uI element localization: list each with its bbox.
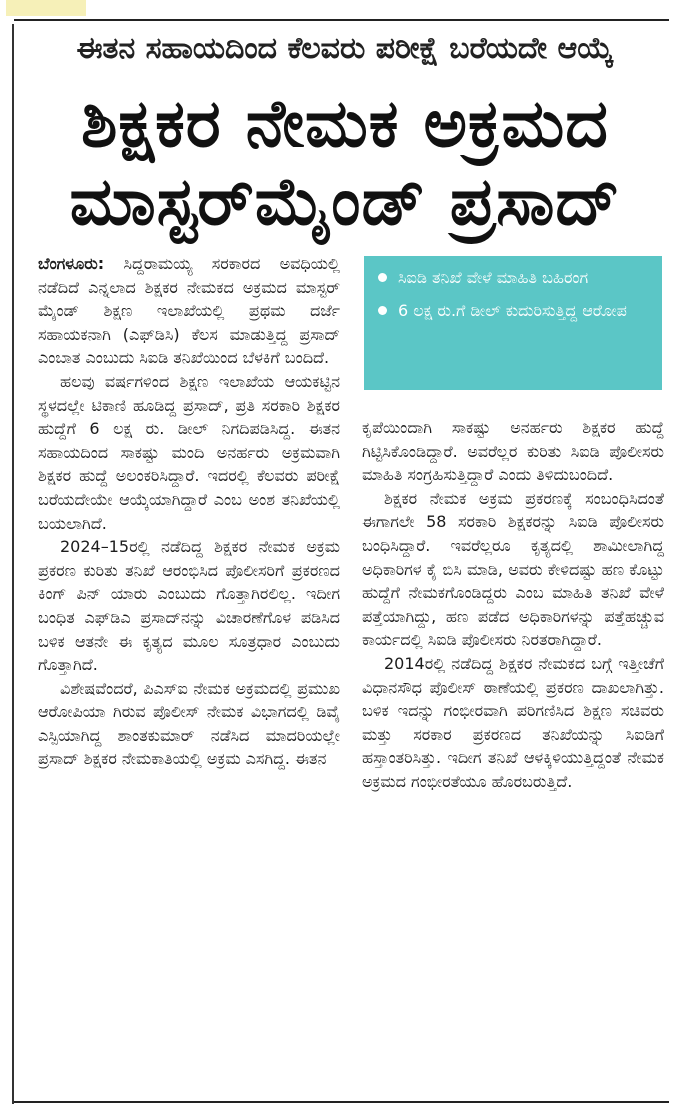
top-rule <box>14 19 669 21</box>
paragraph-3: 2024–15ರಲ್ಲಿ ನಡೆದಿದ್ದ ಶಿಕ್ಷಕರ ನೇಮಕ ಅಕ್ರಮ ಪ್ರಕರಣ ಕುರಿತು ತನಿಖೆ ಆರಂಭಿಸಿದ ಪೊಲೀಸರಿಗೆ ಪ್ರಕರಣದ ಕಿಂಗ್ ಪಿನ್ ಯಾರು ಎಂಬುದು ಗೊತ್ತಾಗಿರಲಿಲ್ಲ. ಇದೀಗ ಬಂಧಿತ ಎಫ್‌ಡಿಎ ಪ್ರಸಾದ್‌ನನ್ನು ವಿಚಾರಣೆಗೊಳ ಪಡಿಸಿದ ಬಳಿಕ ಆತನೇ ಈ ಕೃತ್ಯದ ಮೂಲ ಸೂತ್ರಧಾರ ಎಂಬುದು ಗೊತ್ತಾಗಿದೆ. <box>38 537 340 675</box>
dateline: ಬೆಂಗಳೂರು: <box>38 254 105 273</box>
headline-line-2: ಮಾಸ್ಟರ್‌ಮೈಂಡ್ ಪ್ರಸಾದ್ <box>69 163 621 240</box>
left-column-rule <box>12 24 14 1104</box>
paragraph-1-text: ಸಿದ್ದರಾಮಯ್ಯ ಸರಕಾರದ ಅವಧಿಯಲ್ಲಿ ನಡೆದಿದೆ ಎನ್ನಲಾದ ಶಿಕ್ಷಕರ ನೇಮಕದ ಅಕ್ರಮದ ಮಾಸ್ಟರ್ ಮೈಂಡ್ ಶಿಕ್ಷಣ ಇಲಾಖೆಯಲ್ಲಿ ಪ್ರಥಮ ದರ್ಜೆ ಸಹಾಯಕನಾಗಿ (ಎಫ್‌ಡಿಸಿ) ಕೆಲಸ ಮಾಡುತ್ತಿದ್ದ ಪ್ರಸಾದ್ ಎಂಬಾತ ಎಂಬುದು ಸಿಐಡಿ ತನಿಖೆಯಿಂದ ಬೆಳಕಿಗೆ ಬಂದಿದೆ. <box>38 254 340 368</box>
paragraph-6: ಶಿಕ್ಷಕರ ನೇಮಕ ಅಕ್ರಮ ಪ್ರಕರಣಕ್ಕೆ ಸಂಬಂಧಿಸಿದಂತೆ ಈಗಾಗಲೇ 58 ಸರಕಾರಿ ಶಿಕ್ಷಕರನ್ನು ಸಿಐಡಿ ಪೊಲೀಸರು ಬಂಧಿಸಿದ್ದಾರೆ. ಇವರೆಲ್ಲರೂ ಕೃತ್ಯದಲ್ಲಿ ಶಾಮೀಲಾಗಿದ್ದ ಅಧಿಕಾರಿಗಳ ಕೈ ಬಿಸಿ ಮಾಡಿ, ಅವರು ಕೇಳಿದಷ್ಟು ಹಣ ಕೊಟ್ಟು ಹುದ್ದೆಗೆ ನೇಮಕಗೊಂಡಿದ್ದರು ಎಂಬ ಮಾಹಿತಿ ತನಿಖೆ ವೇಳೆ ಪತ್ತೆಯಾಗಿದ್ದು, ಹಣ ಪಡೆದ ಅಧಿಕಾರಿಗಳನ್ನು ಪತ್ತೆಹಚ್ಚುವ ಕಾರ್ಯದಲ್ಲಿ ಸಿಐಡಿ ಪೊಲೀಸರು ನಿರತರಾಗಿದ್ದಾರೆ. <box>362 488 664 650</box>
headline-line-1: ಶಿಕ್ಷಕರ ನೇಮಕ ಅಕ್ರಮದ <box>81 85 609 162</box>
paragraph-5: ಕೃಪೆಯಿಂದಾಗಿ ಸಾಕಷ್ಟು ಅನರ್ಹರು ಶಿಕ್ಷಕರ ಹುದ್ದೆ ಗಿಟ್ಟಿಸಿಕೊಂಡಿದ್ದಾರೆ. ಅವರೆಲ್ಲರ ಕುರಿತು ಸಿಐಡಿ ಪೊಲೀಸರು ಮಾಹಿತಿ ಸಂಗ್ರಹಿಸುತ್ತಿದ್ದಾರೆ ಎಂದು ತಿಳಿದುಬಂದಿದೆ. <box>362 418 664 485</box>
highlights-box <box>364 256 662 390</box>
top-strip <box>0 0 690 20</box>
bottom-rule <box>14 1101 669 1103</box>
paragraph-1 <box>38 252 340 370</box>
paragraph-7: 2014ರಲ್ಲಿ ನಡೆದಿದ್ದ ಶಿಕ್ಷಕರ ನೇಮಕದ ಬಗ್ಗೆ ಇತ್ತೀಚೆಗೆ ವಿಧಾನಸೌಧ ಪೊಲೀಸ್ ಠಾಣೆಯಲ್ಲಿ ಪ್ರಕರಣ ದಾಖಲಾಗಿತ್ತು. ಬಳಿಕ ಇದನ್ನು ಗಂಭೀರವಾಗಿ ಪರಿಗಣಿಸಿದ ಶಿಕ್ಷಣ ಸಚಿವರು ಮತ್ತು ಸರಕಾರ ಪ್ರಕರಣದ ತನಿಖೆಯನ್ನು ಸಿಐಡಿಗೆ ಹಸ್ತಾಂತರಿಸಿತ್ತು. ಇದೀಗ ತನಿಖೆ ಆಳಕ್ಕಿಳಿಯುತ್ತಿದ್ದಂತೆ ನೇಮಕ ಅಕ್ರಮದ ಗಂಭೀರತೆಯೂ ಹೊರಬರುತ್ತಿದೆ. <box>362 653 664 791</box>
highlight-item <box>378 266 650 289</box>
highlight-text: 6 ಲಕ್ಷ ರು.ಗೆ ಡೀಲ್ ಕುದುರಿಸುತ್ತಿದ್ದ ಆರೋಪ <box>398 301 627 320</box>
paragraph-2: ಹಲವು ವರ್ಷಗಳಿಂದ ಶಿಕ್ಷಣ ಇಲಾಖೆಯ ಆಯಕಟ್ಟಿನ ಸ್ಥಳದಲ್ಲೇ ಟಿಕಾಣಿ ಹೂಡಿದ್ದ ಪ್ರಸಾದ್, ಪ್ರತಿ ಸರಕಾರಿ ಶಿಕ್ಷಕರ ಹುದ್ದೆಗೆ 6 ಲಕ್ಷ ರು. ಡೀಲ್ ನಿಗದಿಪಡಿಸಿದ್ದ. ಈತನ ಸಹಾಯದಿಂದ ಸಾಕಷ್ಟು ಮಂದಿ ಅನರ್ಹರು ಅಕ್ರಮವಾಗಿ ಶಿಕ್ಷಕರ ಹುದ್ದೆ ಅಲಂಕರಿಸಿದ್ದಾರೆ. ಇದರಲ್ಲಿ ಕೆಲವರು ಪರೀಕ್ಷೆ ಬರೆಯದೇಯೇ ಆಯ್ಕೆಯಾಗಿದ್ದಾರೆ ಎಂಬ ಅಂಶ ತನಿಖೆಯಲ್ಲಿ ಬಯಲಾಗಿದೆ. <box>38 371 340 533</box>
article-column-left <box>38 252 340 771</box>
paragraph-4: ವಿಶೇಷವೆಂದರೆ, ಪಿಎಸ್‌ಐ ನೇಮಕ ಅಕ್ರಮದಲ್ಲಿ ಪ್ರಮುಖ ಆರೋಪಿಯಾ ಗಿರುವ ಪೊಲೀಸ್ ನೇಮಕ ವಿಭಾಗದಲ್ಲಿ ಡಿವೈ ಎಸ್ಪಿಯಾಗಿದ್ದ ಶಾಂತಕುಮಾರ್ ನಡೆಸಿದ ಮಾದರಿಯಲ್ಲೇ ಪ್ರಸಾದ್ ಶಿಕ್ಷಕರ ನೇಮಕಾತಿಯಲ್ಲಿ ಅಕ್ರಮ ಎಸಗಿದ್ದ. ಈತನ <box>38 678 340 769</box>
highlight-item <box>378 299 650 322</box>
article-column-right <box>362 416 664 794</box>
bullet-icon <box>378 273 387 282</box>
article-kicker: ಈತನ ಸಹಾಯದಿಂದ ಕೆಲವರು ಪರೀಕ್ಷೆ ಬರೆಯದೇ ಆಯ್ಕೆ <box>76 31 614 66</box>
bullet-icon <box>378 306 387 315</box>
previous-article-tab <box>6 0 86 16</box>
highlight-text: ಸಿಐಡಿ ತನಿಖೆ ವೇಳೆ ಮಾಹಿತಿ ಬಹಿರಂಗ <box>398 268 589 287</box>
